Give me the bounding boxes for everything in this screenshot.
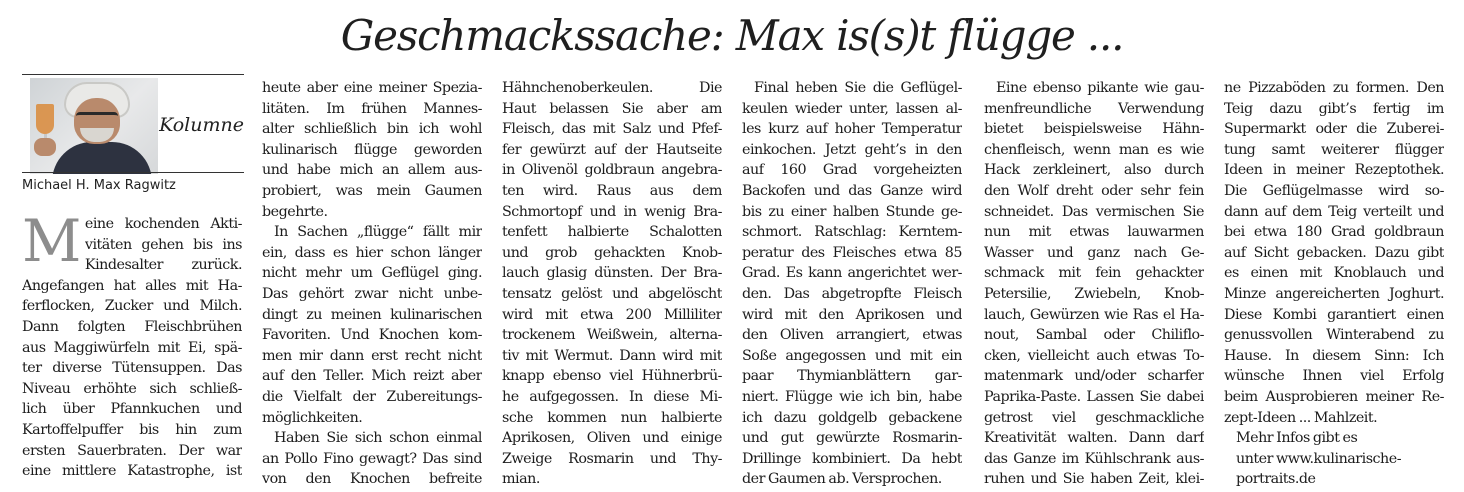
more-info <box>1224 428 1444 490</box>
author-rule-top <box>22 74 244 75</box>
text-column-6 <box>1224 78 1444 490</box>
text-line: Diese Kombi garantiert einen <box>1224 306 1444 323</box>
text-line: schmort. Ratschlag: Kerntem- <box>742 224 962 241</box>
text-line: Kindesalter zurück. <box>84 257 242 274</box>
text-line: tung samt weiterer flügger <box>1224 141 1444 158</box>
text-line: Grad. Es kann angerichtet wer- <box>742 265 962 282</box>
text-line: Teig dazu gibt’s fertig im <box>1224 100 1444 117</box>
text-column-3 <box>502 78 722 490</box>
text-line: keulen wieder unter, lassen al- <box>742 100 962 117</box>
text-line: schneidet. Das vermischen Sie <box>984 203 1204 220</box>
text-line: wird mit etwa 200 Milliliter <box>502 306 722 323</box>
text-line: Hähnchenoberkeulen. Die <box>502 80 722 96</box>
text-line: von den Knochen befreite <box>262 471 482 488</box>
text-line: und gut gewürzte Rosmarin- <box>742 430 962 447</box>
text-line: Hack zerkleinert, also durch <box>984 162 1204 179</box>
text-line: ter diverse Tütensuppen. Das <box>22 360 242 377</box>
text-line: Hause. In diesem Sinn: Ich <box>1224 347 1444 364</box>
text-line: der Gaumen ab. Versprochen. <box>742 471 942 488</box>
text-line: Backofen und das Ganze wird <box>742 182 962 199</box>
text-line: getrost viel geschmackliche <box>984 409 1204 426</box>
text-line: tensatz gelöst und abgelöscht <box>502 285 722 302</box>
text-line: heute aber eine meiner Spezia- <box>262 80 482 96</box>
text-line: dann auf dem Teig verteilt und <box>1224 203 1444 220</box>
text-line: sche kommen nun halbierte <box>502 409 722 426</box>
text-line: in Olivenöl goldbraun angebra- <box>502 162 722 179</box>
text-line: und habe mich an allem aus- <box>262 162 482 179</box>
text-line: Kreativität walten. Dann darf <box>984 430 1204 447</box>
info-link-line[interactable]: portraits.de <box>1236 471 1316 488</box>
text-line: das Ganze im Kühlschrank aus- <box>984 450 1204 467</box>
text-line: peratur des Fleisches etwa 85 <box>742 244 962 261</box>
column-tag: Kolumne <box>159 114 244 136</box>
text-line: lich über Pfannkuchen und <box>22 401 242 418</box>
text-line: auf Sicht gebacken. Dazu gibt <box>1224 244 1444 261</box>
text-line: Minze angereicherten Joghurt. <box>1224 285 1444 302</box>
text-line: ich dazu goldgelb gebackene <box>742 409 962 426</box>
text-line: ersten Sauerbraten. Der war <box>22 442 242 459</box>
text-line: tenfett halbierte Schalotten <box>502 224 722 241</box>
text-line: Mehr Infos gibt es <box>1236 430 1358 447</box>
text-line: den. Das abgetropfte Fleisch <box>742 285 962 302</box>
text-line: nicht mehr um Geflügel ging. <box>262 265 482 282</box>
paragraph <box>262 78 482 222</box>
text-line: Das gehört zwar nicht unbe- <box>262 285 482 302</box>
text-line: eine kochenden Akti- <box>84 216 242 232</box>
text-line: kulinarisch flügge geworden <box>262 141 482 158</box>
text-line: chenfleisch, wenn man es wie <box>984 141 1204 158</box>
text-line: an Pollo Fino gewagt? Das sind <box>262 450 482 467</box>
text-line: paar Thymianblättern gar- <box>742 368 962 385</box>
text-line: niert. Flügge wie ich bin, habe <box>742 388 962 405</box>
text-line: ein, dass es hier schon länger <box>262 244 482 261</box>
text-line: zept-Ideen ... Mahlzeit. <box>1224 409 1378 426</box>
text-line: Eine ebenso pikante wie gau- <box>996 80 1204 96</box>
text-line: auf 160 Grad vorgeheizten <box>742 162 962 179</box>
text-line: men mir dann erst recht nicht <box>262 347 482 364</box>
text-line: Soße angegossen und mit ein <box>742 347 962 364</box>
info-link-line[interactable]: unter www.kulinarische- <box>1236 450 1402 467</box>
text-line: Final heben Sie die Geflügel- <box>754 80 962 96</box>
article-headline: Geschmackssache: Max is(s)t flügge ... <box>340 11 1124 60</box>
text-line: es einen mit Knoblauch und <box>1224 265 1444 282</box>
text-line: ten wird. Raus aus dem <box>502 182 722 199</box>
text-line: matenmark und/oder scharfer <box>984 368 1204 385</box>
author-name: Michael H. Max Ragwitz <box>22 178 176 193</box>
text-line: vitäten gehen bis ins <box>84 236 242 253</box>
text-line: eine mittlere Katastrophe, ist <box>22 463 242 480</box>
text-line: und grob gehackten Knob- <box>502 244 722 261</box>
text-line: probiert, was mein Gaumen <box>262 182 482 199</box>
text-line: bis zu einer halben Stunde ge- <box>742 203 962 220</box>
author-rule-bottom <box>22 172 244 173</box>
text-line: menfreundliche Verwendung <box>984 100 1204 117</box>
text-line: litäten. Im frühen Mannes- <box>262 100 482 117</box>
text-line: beim Ausprobieren meiner Re- <box>1224 388 1444 405</box>
author-photo <box>30 78 158 174</box>
text-column-4 <box>742 78 962 490</box>
text-line: Haut belassen Sie aber am <box>502 100 722 117</box>
text-line: Aprikosen, Oliven und einige <box>502 430 722 447</box>
text-line: ferflocken, Zucker und Milch. <box>22 298 242 315</box>
text-line: lauch glasig dünsten. Der Bra- <box>502 265 722 282</box>
text-line: die Vielfalt der Zubereitungs- <box>262 388 482 405</box>
text-line: Zweige Rosmarin und Thy- <box>502 450 722 467</box>
text-line: Niveau erhöhte sich schließ- <box>22 380 242 397</box>
text-line: aus Maggiwürfeln mit Ei, spä- <box>22 339 242 356</box>
text-line: wird mit den Aprikosen und <box>742 306 962 323</box>
text-line: möglichkeiten. <box>262 409 363 426</box>
text-line: lauch, Gewürzen wie Ras el Ha- <box>984 306 1204 323</box>
text-line: alter schließlich bin ich wohl <box>262 121 482 138</box>
text-line: Petersilie, Zwiebeln, Knob- <box>984 285 1204 302</box>
text-line: Favoriten. Und Knochen kom- <box>262 327 482 344</box>
paragraph <box>262 428 482 490</box>
text-line: fer gewürzt auf der Hautseite <box>502 141 722 158</box>
text-line: den Wolf dreht oder sehr fein <box>984 182 1204 199</box>
text-line: Haben Sie sich schon einmal <box>274 430 482 447</box>
text-line: wünsche Ihnen viel Erfolg <box>1224 368 1444 385</box>
text-column-2 <box>262 78 482 490</box>
text-line: ne Pizzaböden zu formen. Den <box>1224 80 1444 96</box>
text-line: Fleisch, das mit Salz und Pfef- <box>502 121 722 138</box>
text-line: bietet beispielsweise Hähn- <box>984 121 1204 138</box>
text-line: In Sachen „flügge“ fällt mir <box>274 224 482 241</box>
text-line: he aufgegossen. In diese Mi- <box>502 388 722 405</box>
text-line: genussvollen Winterabend zu <box>1224 327 1444 344</box>
text-line: Die Geflügelmasse wird so- <box>1224 182 1444 199</box>
text-line: trockenem Weißwein, alterna- <box>502 327 722 344</box>
text-column-5 <box>984 78 1204 490</box>
text-line: knapp ebenso viel Hühnerbrü- <box>502 368 722 385</box>
text-line: tiv mit Wermut. Dann wird mit <box>502 347 722 364</box>
text-line: Kartoffelpuffer bis hin zum <box>22 421 242 438</box>
text-line: Wasser und ganz nach Ge- <box>984 244 1204 261</box>
text-line: mian. <box>502 471 540 488</box>
text-line: Paprika-Paste. Lassen Sie dabei <box>984 388 1204 405</box>
text-line: Ideen in meiner Rezeptothek. <box>1224 162 1444 179</box>
text-line: bei etwa 180 Grad goldbraun <box>1224 224 1444 241</box>
text-line: auf den Teller. Mich reizt aber <box>262 368 482 385</box>
text-line: nout, Sambal oder Chiliflo- <box>984 327 1204 344</box>
text-line: Angefangen hat alles mit Ha- <box>22 277 242 294</box>
text-line: cken, vielleicht auch etwas To- <box>984 347 1204 364</box>
text-line: nun mit etwas lauwarmen <box>984 224 1204 241</box>
text-column-1 <box>22 207 242 482</box>
text-line: den Oliven arrangiert, etwas <box>742 327 962 344</box>
text-line: dingt zu meinen kulinarischen <box>262 306 482 323</box>
text-line: einkochen. Jetzt geht’s in den <box>742 141 962 158</box>
text-line: Drillinge kombiniert. Da hebt <box>742 450 962 467</box>
text-line: Dann folgten Fleischbrühen <box>22 318 242 335</box>
text-line: Supermarkt oder die Zuberei- <box>1224 121 1444 138</box>
text-line: begehrte. <box>262 203 328 220</box>
paragraph <box>262 222 482 428</box>
text-line: les kurz auf hoher Temperatur <box>742 121 962 138</box>
drop-cap: M <box>22 207 81 275</box>
text-line: schmack mit fein gehackter <box>984 265 1204 282</box>
text-line: ruhen und Sie haben Zeit, klei- <box>984 471 1204 488</box>
text-line: Schmortopf und in wenig Bra- <box>502 203 722 220</box>
